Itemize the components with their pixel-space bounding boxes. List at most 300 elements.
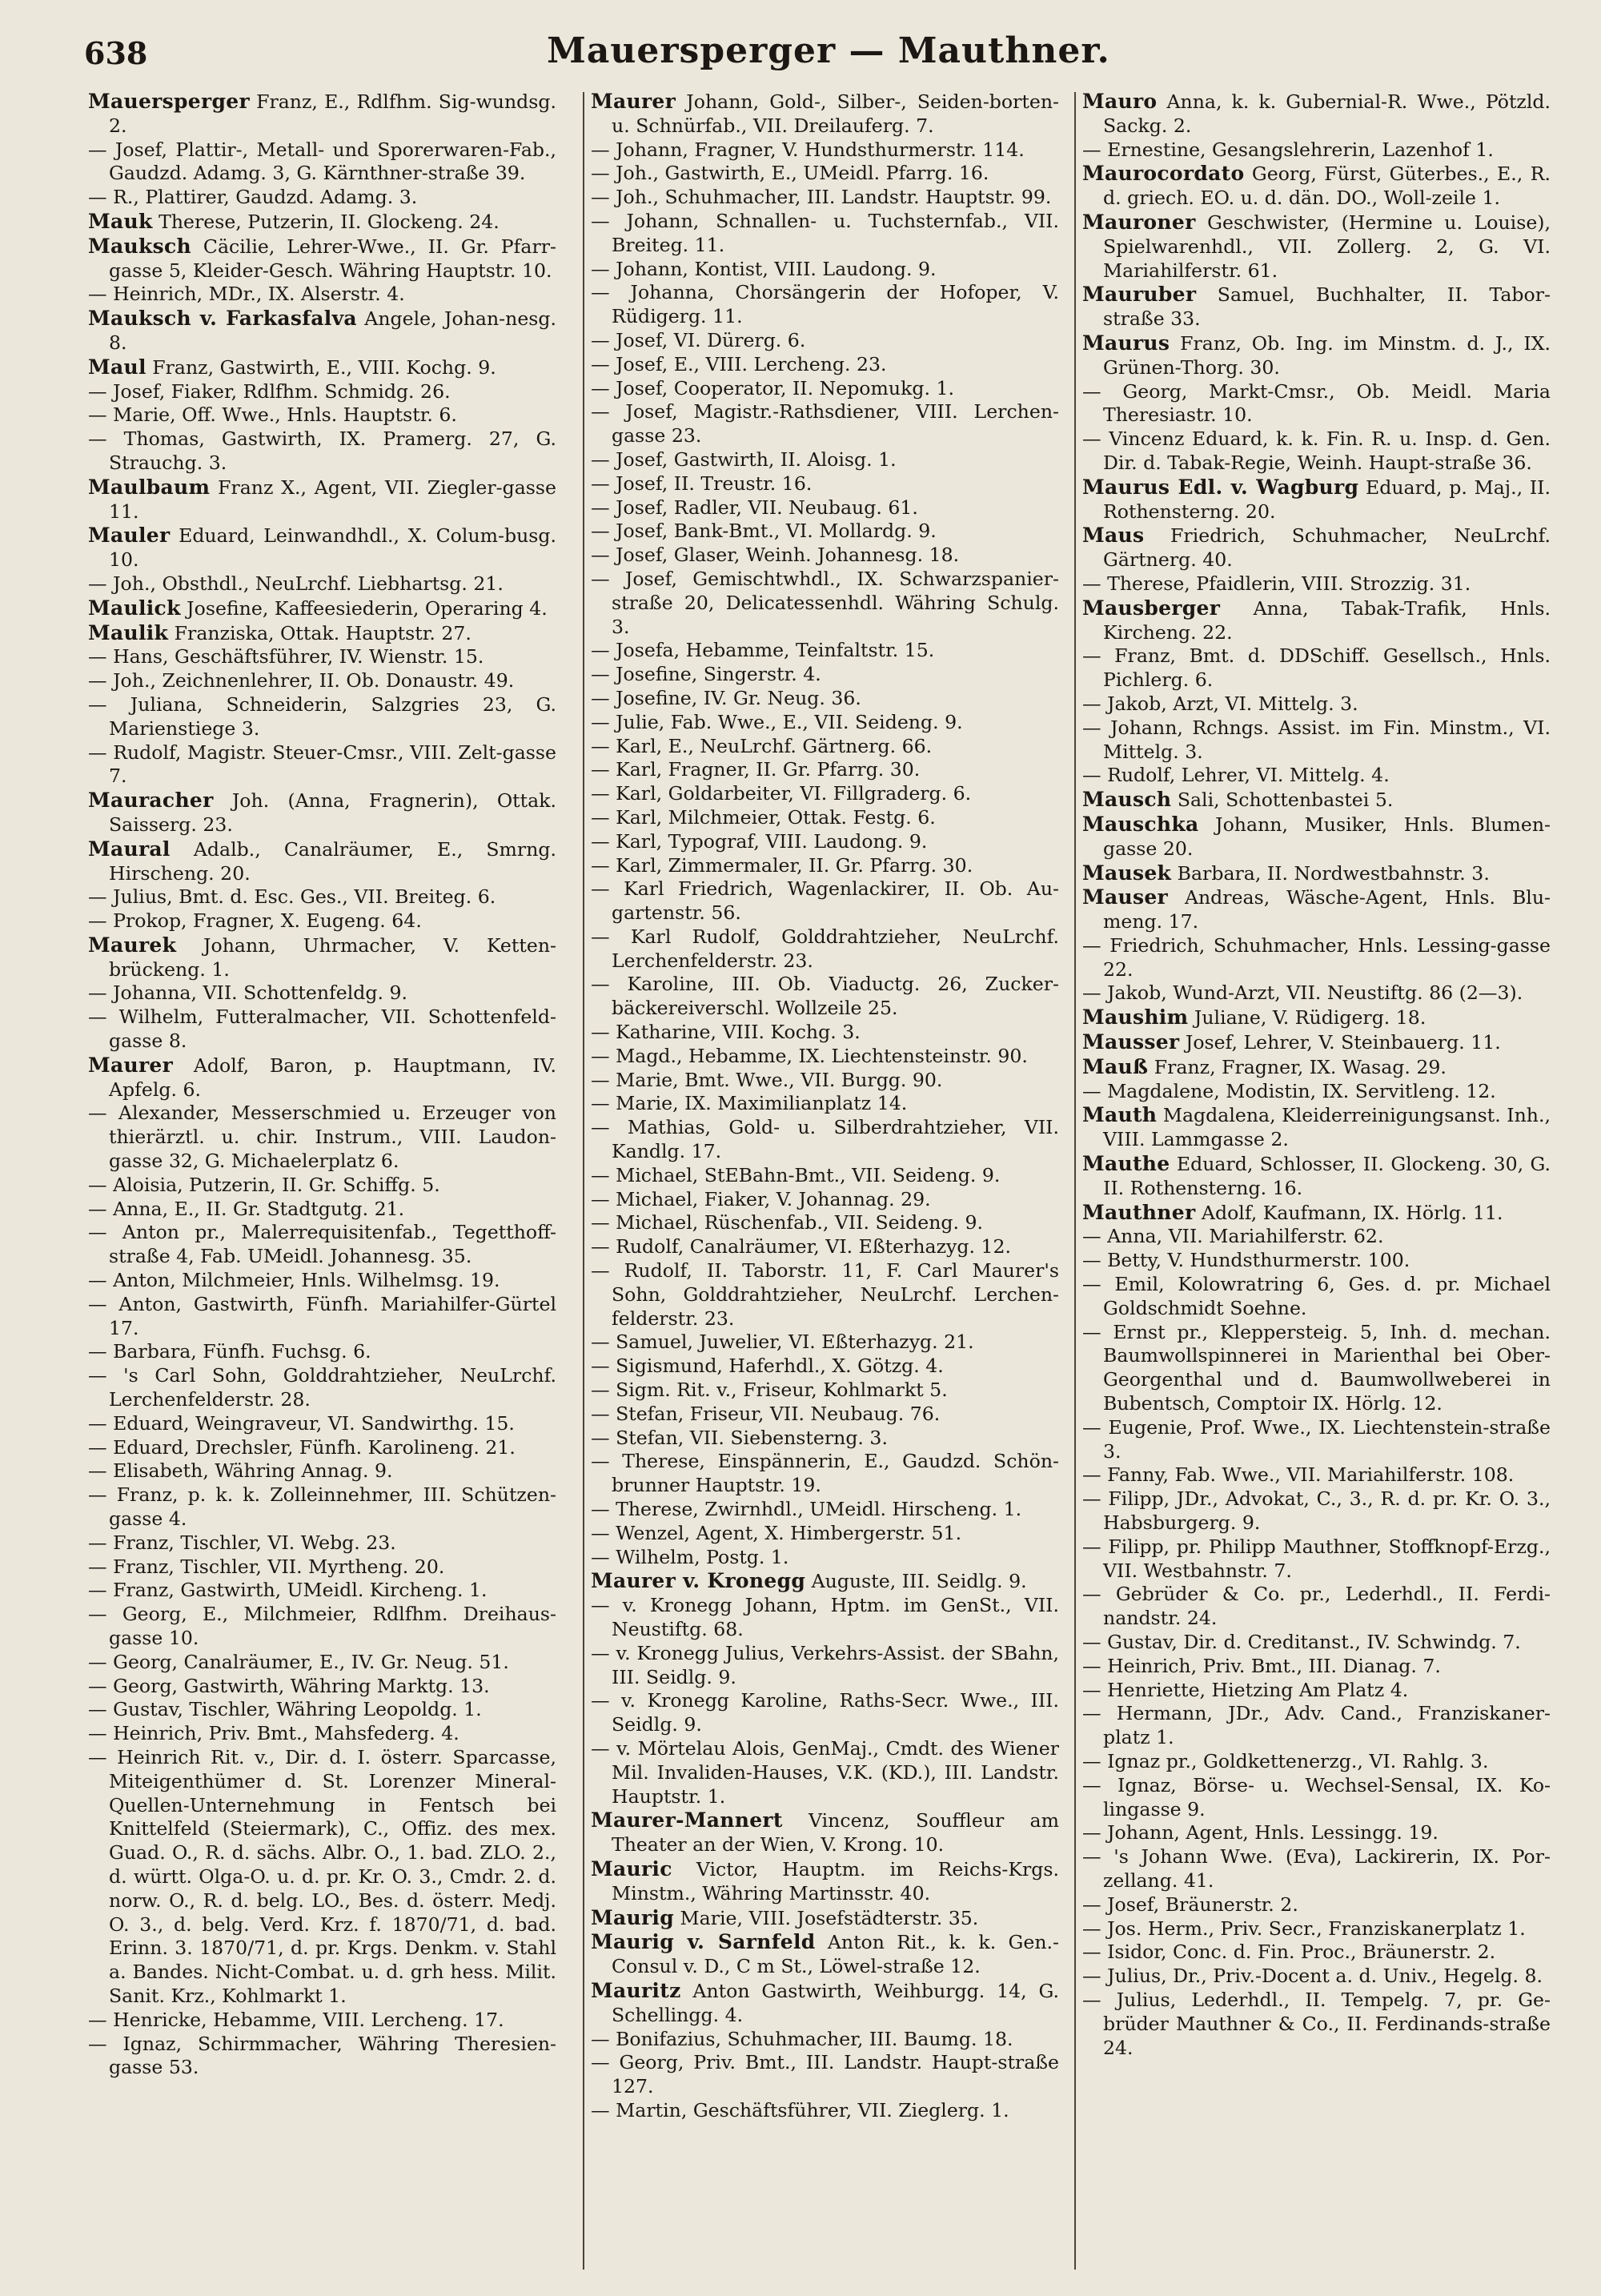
directory-entry	[88, 693, 556, 741]
entry-text: — Elisabeth, Währing Annag. 9.	[88, 1459, 393, 1483]
entry-text: — Heinrich Rit. v., Dir. d. I. österr. Sparcasse, Miteigenthümer d. St. Lorenzer Mineral-Quellen-Unternehmung in Fentsch bei Knittelfeld (Steiermark), C., Offiz. des mex. Guad. O., R. d. sächs. Albr. O., 1. bad. ZLO. 2., d. württ. Olga-O. u. d. pr. Kr. O. 3., Cmdr. 2. d. norw. O., R. d. belg. LO., Bes. d. österr. Medj. O. 3., d. belg. Verd. Krz. f. 1870/71, d. bad. Erinn. 3. 1870/71, d. pr. Krgs. Denkm. v. Stahl a. Bandes. Nicht-Combat. u. d. grh hess. Milit. Sanit. Krz., Kohlmarkt 1.	[88, 1745, 556, 2007]
directory-entry	[591, 1188, 1059, 1212]
directory-entry	[88, 307, 556, 355]
directory-entry	[88, 789, 556, 837]
directory-entry	[1082, 1321, 1551, 1416]
directory-entry	[1082, 934, 1551, 982]
directory-entry	[88, 885, 556, 909]
directory-entry	[591, 1546, 1059, 1570]
directory-entry	[591, 1092, 1059, 1116]
entry-text: — Josef, Fiaker, Rdlfhm. Schmidg. 26.	[88, 379, 451, 403]
entry-text: — Josefine, IV. Gr. Neug. 36.	[591, 686, 861, 709]
entry-text: — Josef, Glaser, Weinh. Johannesg. 18.	[591, 544, 960, 567]
directory-entry	[1082, 476, 1551, 524]
entry-text: — Michael, Fiaker, V. Johannag. 29.	[591, 1187, 931, 1210]
directory-entry	[88, 1340, 556, 1364]
directory-entry	[591, 782, 1059, 806]
entry-surname: Maulbaum	[88, 475, 211, 499]
entry-text: — Franz, Bmt. d. DDSchiff. Gesellsch., Hnls. Pichlerg. 6.	[1082, 644, 1551, 692]
entry-text: — Karoline, III. Ob. Viaductg. 26, Zucker-bäckereiverschl. Wollzeile 25.	[591, 973, 1059, 1020]
directory-entry	[591, 400, 1059, 448]
directory-entry	[591, 1979, 1059, 2028]
entry-surname: Mauksch	[88, 234, 191, 258]
entry-text: — Josef, Bräunerstr. 2.	[1082, 1893, 1298, 1916]
directory-entry	[1082, 1225, 1551, 1249]
directory-entry	[1082, 1893, 1551, 1917]
entry-text: Franz, Fragner, IX. Wasag. 29.	[1148, 1055, 1447, 1078]
directory-entry	[1082, 211, 1551, 283]
entry-text: — v. Kronegg Karoline, Raths-Secr. Wwe., III. Seidlg. 9.	[591, 1689, 1059, 1736]
directory-entry	[1082, 1416, 1551, 1464]
directory-entry	[591, 1569, 1059, 1594]
entry-text: — Gustav, Tischler, Währing Leopoldg. 1.	[88, 1698, 482, 1721]
directory-entry	[591, 1403, 1059, 1427]
entry-text: — Stefan, Friseur, VII. Neubaug. 76.	[591, 1402, 941, 1425]
entry-text: — Franz, Tischler, VII. Myrtheng. 20.	[88, 1555, 445, 1578]
directory-entry	[88, 1006, 556, 1054]
directory-entry	[1082, 138, 1551, 163]
entry-text: — Stefan, VII. Siebensterng. 3.	[591, 1426, 888, 1449]
entry-text: — Johanna, Chorsängerin der Hofoper, V. Rüdigerg. 11.	[591, 281, 1059, 328]
entry-text: — Rudolf, Magistr. Steuer-Cmsr., VIII. Zelt-gasse 7.	[88, 741, 556, 788]
entry-text: Franziska, Ottak. Hauptstr. 27.	[168, 621, 471, 644]
entry-text: — Joh., Schuhmacher, III. Landstr. Hauptstr. 99.	[591, 186, 1052, 209]
entry-surname: Maurus Edl. v. Wagburg	[1082, 475, 1359, 499]
entry-text: Eduard, Schlosser, II. Glockeng. 30, G. II. Rothensterng. 16.	[1103, 1153, 1551, 1199]
entry-text: — v. Kronegg Julius, Verkehrs-Assist. der SBahn, III. Seidlg. 9.	[591, 1641, 1059, 1688]
entry-text: — Prokop, Fragner, X. Eugeng. 64.	[88, 909, 422, 933]
entry-surname: Maushim	[1082, 1006, 1189, 1030]
directory-entry	[591, 877, 1059, 925]
entry-surname: Mauritz	[591, 1978, 681, 2002]
entry-text: — Anton pr., Malerrequisitenfab., Tegetthoff-straße 4, Fab. UMeidl. Johannesg. 35.	[88, 1221, 556, 1268]
entry-text: — Gebrüder & Co. pr., Lederhdl., II. Ferdi-nandstr. 24.	[1082, 1583, 1551, 1630]
directory-entry	[591, 1211, 1059, 1235]
directory-entry	[1082, 788, 1551, 813]
entry-text: — Josef, E., VIII. Lercheng. 23.	[591, 352, 887, 375]
entry-text: — Ernst pr., Kleppersteig. 5, Inh. d. mechan. Baumwollspinnerei in Marienthal bei Ober-Georgenthal und d. Baumwollweberei in Bubentsch, Comptoir IX. Hörlg. 12.	[1082, 1320, 1551, 1415]
entry-text: — Sigismund, Haferhdl., X. Götzg. 4.	[591, 1355, 944, 1378]
entry-text: Anna, Tabak-Trafik, Hnls. Kircheng. 22.	[1103, 596, 1551, 644]
entry-text: — Johann, Fragner, V. Hundsthurmerstr. 114.	[591, 138, 1025, 161]
entry-text: — Heinrich, MDr., IX. Alserstr. 4.	[88, 283, 405, 306]
directory-entry	[88, 933, 556, 982]
entry-text: Auguste, III. Seidlg. 9.	[805, 1570, 1027, 1593]
entry-text: — Karl, Goldarbeiter, VI. Fillgraderg. 6.	[591, 782, 972, 805]
entry-text: — Eduard, Drechsler, Fünfh. Karolineng. 21.	[88, 1435, 516, 1459]
directory-entry	[1082, 1821, 1551, 1845]
entry-text: — Betty, V. Hundsthurmerstr. 100.	[1082, 1249, 1410, 1272]
page-number: 638	[84, 35, 148, 71]
directory-entry	[88, 1555, 556, 1580]
directory-entry	[1082, 1917, 1551, 1941]
directory-entry	[88, 1531, 556, 1555]
directory-entry	[1082, 1583, 1551, 1631]
directory-entry	[1082, 716, 1551, 765]
entry-text: — Magd., Hebamme, IX. Liechtensteinstr. 90.	[591, 1044, 1028, 1067]
entry-text: — Rudolf, Canalräumer, VI. Eßterhazyg. 12.	[591, 1235, 1011, 1258]
entry-text: — Friedrich, Schuhmacher, Hnls. Lessing-gasse 22.	[1082, 933, 1551, 981]
entry-text: — 's Carl Sohn, Golddrahtzieher, NeuLrchf. Lerchenfelderstr. 28.	[88, 1364, 556, 1411]
directory-entry	[1082, 1273, 1551, 1321]
entry-surname: Mauth	[1082, 1103, 1158, 1127]
entry-surname: Mauksch v. Farkasfalva	[88, 307, 357, 331]
entry-text: — Aloisia, Putzerin, II. Gr. Schiffg. 5.	[88, 1173, 440, 1196]
directory-entry	[591, 1021, 1059, 1045]
directory-entry	[591, 1906, 1059, 1931]
directory-entry	[1082, 1103, 1551, 1152]
entry-text: Marie, VIII. Josefstädterstr. 35.	[674, 1906, 979, 1929]
directory-entry	[88, 1746, 556, 2009]
entry-text: — Anna, VII. Mariahilferstr. 62.	[1082, 1225, 1384, 1248]
entry-text: Anton Rit., k. k. Gen.-Consul v. D., C m St., Löwel-straße 12.	[612, 1931, 1059, 1978]
directory-entry	[591, 1069, 1059, 1093]
directory-entry	[1082, 885, 1551, 934]
entry-text: — Rudolf, Lehrer, VI. Mittelg. 4.	[1082, 764, 1390, 787]
directory-entry	[591, 186, 1059, 210]
directory-entry	[1082, 1463, 1551, 1487]
directory-entry	[88, 669, 556, 693]
directory-entry	[591, 1522, 1059, 1546]
entry-text: Adalb., Canalräumer, E., Smrng. Hirscheng. 20.	[109, 837, 556, 885]
entry-text: Victor, Hauptm. im Reichs-Krgs. Minstm., Währing Martinsstr. 40.	[612, 1857, 1059, 1905]
directory-entry	[591, 2051, 1059, 2099]
entry-text: Sali, Schottenbastei 5.	[1171, 789, 1394, 812]
directory-entry	[1082, 1989, 1551, 2060]
directory-entry	[591, 472, 1059, 496]
entry-surname: Maulick	[88, 596, 181, 620]
directory-entry	[1082, 692, 1551, 716]
entry-text: — Georg, E., Milchmeier, Rdlfhm. Dreihaus-gasse 10.	[88, 1603, 556, 1649]
directory-entry	[591, 1450, 1059, 1498]
directory-entry	[591, 90, 1059, 138]
directory-entry	[88, 235, 556, 283]
directory-entry	[1082, 1249, 1551, 1273]
entry-text: Angele, Johan-nesg. 8.	[109, 307, 556, 354]
directory-entry	[1082, 1487, 1551, 1535]
entry-text: — Bonifazius, Schuhmacher, III. Baumg. 18.	[591, 2027, 1013, 2050]
entry-text: — Karl Rudolf, Golddrahtzieher, NeuLrchf. Lerchenfelderstr. 23.	[591, 925, 1059, 972]
column-divider	[1074, 92, 1076, 2270]
entry-text: Barbara, II. Nordwestbahnstr. 3.	[1171, 861, 1490, 885]
entry-text: — Franz, Tischler, VI. Webg. 23.	[88, 1531, 396, 1554]
entry-text: — Julie, Fab. Wwe., E., VII. Seideng. 9.	[591, 710, 963, 733]
entry-text: — Martin, Geschäftsführer, VII. Zieglerg. 1.	[591, 2098, 1009, 2121]
entry-text: — Ignaz, Schirmmacher, Währing Theresien-gasse 53.	[88, 2032, 556, 2079]
directory-column-2	[591, 90, 1059, 2275]
directory-entry	[88, 380, 556, 404]
entry-text: — Filipp, pr. Philipp Mauthner, Stoffknopf-Erzg., VII. Westbahnstr. 7.	[1082, 1535, 1551, 1582]
entry-text: — Hermann, JDr., Adv. Cand., Franziskaner-platz 1.	[1082, 1702, 1551, 1749]
directory-entry	[1082, 1941, 1551, 1965]
directory-entry	[591, 973, 1059, 1021]
entry-text: — Wilhelm, Postg. 1.	[591, 1545, 789, 1568]
directory-entry	[591, 758, 1059, 782]
entry-text: — Julius, Dr., Priv.-Docent a. d. Univ., Hegelg. 8.	[1082, 1965, 1543, 1988]
directory-entry	[591, 1045, 1059, 1069]
directory-entry	[591, 1857, 1059, 1906]
entry-surname: Mauß	[1082, 1054, 1149, 1078]
directory-entry	[1082, 861, 1551, 886]
directory-entry	[88, 1198, 556, 1222]
entry-text: — Johann, Kontist, VIII. Laudong. 9.	[591, 257, 937, 280]
entry-text: — Thomas, Gastwirth, IX. Pramerg. 27, G. Strauchg. 3.	[88, 427, 556, 474]
directory-entry	[88, 210, 556, 235]
entry-text: — Michael, Rüschenfab., VII. Seideng. 9.	[591, 1211, 984, 1234]
directory-entry	[1082, 813, 1551, 861]
entry-text: — Vincenz Eduard, k. k. Fin. R. u. Insp. d. Gen. Dir. d. Tabak-Regie, Weinh. Haupt-straße 36.	[1082, 427, 1551, 474]
entry-text: — Ernestine, Gesangslehrerin, Lazenhof 1.	[1082, 138, 1494, 161]
entry-text: Adolf, Baron, p. Hauptmann, IV. Apfelg. 6.	[109, 1054, 556, 1101]
entry-text: — R., Plattirer, Gaudzd. Adamg. 3.	[88, 186, 418, 209]
entry-text: — Josef, Gemischtwhdl., IX. Schwarzspanier-straße 20, Delicatessenhdl. Währing Schulg. 3.	[591, 567, 1059, 638]
entry-text: Franz, Ob. Ing. im Minstm. d. J., IX. Grünen-Thorg. 30.	[1103, 331, 1551, 379]
entry-text: — Johann, Rchngs. Assist. im Fin. Minstm., VI. Mittelg. 3.	[1082, 716, 1551, 763]
directory-entry	[591, 258, 1059, 282]
directory-entry	[1082, 1535, 1551, 1584]
directory-entry	[88, 837, 556, 886]
entry-text: — Gustav, Dir. d. Creditanst., IV. Schwindg. 7.	[1082, 1631, 1521, 1653]
entry-text: — Karl, Typograf, VIII. Laudong. 9.	[591, 829, 928, 853]
entry-surname: Mauk	[88, 209, 153, 233]
directory-entry	[591, 1737, 1059, 1808]
entry-text: Eduard, p. Maj., II. Rothensterng. 20.	[1103, 476, 1551, 523]
entry-surname: Mauler	[88, 524, 171, 548]
entry-text: — Mathias, Gold- u. Silberdrahtzieher, VII. Kandlg. 17.	[591, 1116, 1059, 1163]
directory-entry	[1082, 427, 1551, 476]
entry-text: — Therese, Einspännerin, E., Gaudzd. Schön-brunner Hauptstr. 19.	[591, 1450, 1059, 1497]
directory-entry	[1082, 1774, 1551, 1822]
entry-text: — Anton, Gastwirth, Fünfh. Mariahilfer-Gürtel 17.	[88, 1292, 556, 1339]
entry-text: — Jakob, Wund-Arzt, VII. Neustiftg. 86 (2—3).	[1082, 981, 1523, 1005]
directory-entry	[88, 355, 556, 380]
entry-text: — Marie, Bmt. Wwe., VII. Burgg. 90.	[591, 1068, 943, 1091]
entry-text: — Juliana, Schneiderin, Salzgries 23, G. Marienstiege 3.	[88, 692, 556, 740]
directory-entry	[591, 281, 1059, 329]
directory-entry	[1082, 644, 1551, 692]
entry-surname: Mausser	[1082, 1030, 1180, 1054]
entry-surname: Mauro	[1082, 90, 1158, 113]
entry-text: — Josef, VI. Dürerg. 6.	[591, 328, 806, 351]
entry-text: — Josef, Plattir-, Metall- und Sporerwaren-Fab., Gaudzd. Adamg. 3, G. Kärnthner-straße 39.	[88, 138, 556, 185]
entry-text: — Josef, Radler, VII. Neubaug. 61.	[591, 496, 918, 519]
entry-surname: Maurus	[1082, 331, 1170, 355]
entry-surname: Mauric	[591, 1856, 672, 1881]
entry-surname: Mausek	[1082, 861, 1172, 885]
entry-surname: Maural	[88, 837, 171, 861]
entry-text: — 's Johann Wwe. (Eva), Lackirerin, IX. Por-zellang. 41.	[1082, 1845, 1551, 1892]
entry-text: — Isidor, Conc. d. Fin. Proc., Bräunerstr. 2.	[1082, 1941, 1496, 1964]
entry-text: — Josefine, Singerstr. 4.	[591, 663, 821, 686]
entry-text: — Therese, Zwirnhdl., UMeidl. Hirscheng. 1.	[591, 1498, 1022, 1521]
entry-text: Juliane, V. Rüdigerg. 18.	[1188, 1006, 1426, 1030]
directory-entry	[591, 329, 1059, 353]
directory-entry	[88, 1102, 556, 1173]
entry-text: — Anna, E., II. Gr. Stadtgutg. 21.	[88, 1197, 405, 1220]
entry-text: — Marie, IX. Maximilianplatz 14.	[591, 1092, 908, 1115]
entry-surname: Maul	[88, 355, 146, 379]
entry-text: Anton Gastwirth, Weihburgg. 14, G. Schellingg. 4.	[612, 1979, 1059, 2026]
directory-entry	[1082, 1152, 1551, 1201]
entry-text: — Georg, Canalräumer, E., IV. Gr. Neug. 51.	[88, 1650, 509, 1673]
directory-entry	[88, 1483, 556, 1531]
directory-entry	[591, 544, 1059, 568]
entry-text: — v. Kronegg Johann, Hptm. im GenSt., VII. Neustiftg. 68.	[591, 1594, 1059, 1640]
entry-text: — v. Mörtelau Alois, GenMaj., Cmdt. des Wiener Mil. Invaliden-Hauses, V.K. (KD.), III. Landstr. Hauptstr. 1.	[591, 1736, 1059, 1808]
directory-entry	[591, 1331, 1059, 1355]
entry-text: — Katharine, VIII. Kochg. 3.	[591, 1021, 861, 1044]
entry-text: — Alexander, Messerschmied u. Erzeuger von thierärztl. u. chir. Instrum., VIII. Laudon-gasse 32, G. Michaelerplatz 6.	[88, 1102, 556, 1173]
entry-text: — Therese, Pfaidlerin, VIII. Strozzig. 31.	[1082, 572, 1471, 595]
entry-text: Johann, Uhrmacher, V. Ketten-brückeng. 1.	[109, 933, 556, 981]
entry-text: Geschwister, (Hermine u. Louise), Spielwarenhdl., VII. Zollerg. 2, G. VI. Mariahilferstr. 61.	[1103, 211, 1551, 282]
directory-entry	[591, 1689, 1059, 1737]
directory-entry	[1082, 1750, 1551, 1774]
entry-surname: Maurig	[591, 1905, 674, 1929]
entry-text: Josef, Lehrer, V. Steinbauerg. 11.	[1179, 1031, 1501, 1054]
directory-entry	[88, 403, 556, 427]
entry-text: — Anton, Milchmeier, Hnls. Wilhelmsg. 19.	[88, 1269, 500, 1292]
entry-text: Vincenz, Souffleur am Theater an der Wien, V. Krong. 10.	[612, 1809, 1059, 1856]
directory-entry	[1082, 524, 1551, 572]
directory-entry	[1082, 764, 1551, 788]
directory-entry	[591, 377, 1059, 401]
entry-surname: Mausberger	[1082, 596, 1221, 620]
entry-text: Therese, Putzerin, II. Glockeng. 24.	[152, 210, 500, 233]
entry-text: Joh. (Anna, Fragnerin), Ottak. Saisserg. 23.	[109, 789, 556, 836]
entry-text: Franz X., Agent, VII. Ziegler-gasse 11.	[109, 476, 556, 523]
entry-surname: Maurig v. Sarnfeld	[591, 1930, 816, 1954]
entry-text: Anna, k. k. Gubernial-R. Wwe., Pötzld. Sackg. 2.	[1103, 90, 1551, 137]
entry-text: — Karl, E., NeuLrchf. Gärtnerg. 66.	[591, 734, 933, 757]
entry-text: — Josef, Magistr.-Rathsdiener, VIII. Lerchen-gasse 23.	[591, 400, 1059, 448]
directory-entry	[1082, 1965, 1551, 1989]
entry-text: — Julius, Lederhdl., II. Tempelg. 7, pr. Ge-brüder Mauthner & Co., II. Ferdinands-straße 24.	[1082, 1988, 1551, 2059]
directory-entry	[591, 1594, 1059, 1642]
entry-text: — Sigm. Rit. v., Friseur, Kohlmarkt 5.	[591, 1379, 948, 1402]
entry-surname: Mauthner	[1082, 1200, 1196, 1224]
directory-entry	[591, 138, 1059, 163]
entry-surname: Mauersperger	[88, 90, 250, 113]
directory-entry	[88, 621, 556, 646]
directory-entry	[88, 1675, 556, 1699]
entry-text: Georg, Fürst, Güterbes., E., R. d. griech. EO. u. d. dän. DO., Woll-zeile 1.	[1103, 163, 1551, 210]
directory-entry	[1082, 1080, 1551, 1104]
directory-entry	[1082, 1201, 1551, 1226]
entry-surname: Maurer v. Kronegg	[591, 1569, 806, 1593]
entry-surname: Maulik	[88, 620, 169, 644]
directory-entry	[1082, 1655, 1551, 1679]
directory-entry	[88, 2033, 556, 2081]
entry-text: — Henricke, Hebamme, VIII. Lercheng. 17.	[88, 2008, 504, 2031]
directory-entry	[88, 645, 556, 669]
directory-entry	[591, 639, 1059, 663]
directory-entry	[591, 353, 1059, 377]
directory-entry	[88, 1269, 556, 1293]
entry-text: Franz, E., Rdlfhm. Sig-wundsg. 2.	[109, 90, 556, 137]
entry-text: — Rudolf, II. Taborstr. 11, F. Carl Maurer's Sohn, Golddrahtzieher, NeuLrchf. Lerchen-felderstr. 23.	[591, 1259, 1059, 1330]
entry-text: — Michael, StEBahn-Bmt., VII. Seideng. 9.	[591, 1163, 1001, 1186]
entry-text: — Julius, Bmt. d. Esc. Ges., VII. Breiteg. 6.	[88, 885, 496, 909]
entry-text: — Samuel, Juwelier, VI. Eßterhazyg. 21.	[591, 1331, 974, 1354]
directory-entry	[591, 210, 1059, 258]
entry-surname: Mauracher	[88, 789, 214, 813]
entry-text: Cäcilie, Lehrer-Wwe., II. Gr. Pfarr-gasse 5, Kleider-Gesch. Währing Hauptstr. 10.	[109, 235, 556, 282]
directory-entry	[88, 741, 556, 789]
directory-entry	[591, 162, 1059, 186]
entry-text: — Joh., Obsthdl., NeuLrchf. Liebhartsg. 21.	[88, 572, 504, 595]
entry-text: — Jakob, Arzt, VI. Mittelg. 3.	[1082, 692, 1358, 715]
entry-text: Eduard, Leinwandhdl., X. Colum-busg. 10.	[109, 524, 556, 572]
entry-surname: Mauser	[1082, 885, 1169, 909]
entry-text: — Heinrich, Priv. Bmt., III. Dianag. 7.	[1082, 1654, 1441, 1677]
directory-entry	[591, 806, 1059, 830]
directory-entry	[88, 1722, 556, 1746]
entry-text: — Karl, Milchmeier, Ottak. Festg. 6.	[591, 805, 936, 829]
entry-text: — Eduard, Weingraveur, VI. Sandwirthg. 15.	[88, 1411, 515, 1435]
entry-text: — Franz, Gastwirth, UMeidl. Kircheng. 1.	[88, 1579, 488, 1602]
page-header	[84, 30, 1573, 78]
directory-entry	[88, 1412, 556, 1436]
entry-text: — Jos. Herm., Priv. Secr., Franziskanerplatz 1.	[1082, 1917, 1526, 1940]
entry-text: — Ignaz, Börse- u. Wechsel-Sensal, IX. Ko-lingasse 9.	[1082, 1773, 1551, 1820]
directory-entry	[591, 568, 1059, 639]
entry-text: — Eugenie, Prof. Wwe., IX. Liechtenstein-straße 3.	[1082, 1415, 1551, 1463]
running-head: Mauersperger — Mauthner.	[547, 30, 1110, 71]
directory-entry	[88, 1174, 556, 1198]
directory-entry	[88, 1221, 556, 1269]
entry-surname: Mauruber	[1082, 283, 1197, 307]
directory-entry	[88, 1293, 556, 1341]
directory-entry	[1082, 1030, 1551, 1055]
directory-entry	[88, 1651, 556, 1675]
directory-entry	[88, 1054, 556, 1102]
directory-entry	[591, 830, 1059, 854]
directory-entry	[88, 981, 556, 1006]
directory-entry	[88, 476, 556, 524]
directory-entry	[1082, 1631, 1551, 1655]
directory-entry	[1082, 981, 1551, 1006]
directory-entry	[88, 138, 556, 187]
directory-entry	[88, 909, 556, 933]
entry-text: Franz, Gastwirth, E., VIII. Kochg. 9.	[146, 355, 496, 379]
entry-text: — Joh., Zeichnenlehrer, II. Ob. Donaustr. 49.	[88, 669, 515, 692]
entry-text: — Ignaz pr., Goldkettenerzg., VI. Rahlg. 3.	[1082, 1749, 1489, 1772]
entry-text: — Heinrich, Priv. Bmt., Mahsfederg. 4.	[88, 1722, 459, 1745]
directory-entry	[88, 572, 556, 596]
entry-text: — Josef, Bank-Bmt., VI. Mollardg. 9.	[591, 520, 937, 543]
entry-text: — Josef, Cooperator, II. Nepomukg. 1.	[591, 376, 954, 399]
directory-entry	[1082, 331, 1551, 380]
directory-entry	[88, 1603, 556, 1651]
entry-text: — Hans, Geschäftsführer, IV. Wienstr. 15.	[88, 645, 484, 668]
entry-surname: Mauschka	[1082, 812, 1199, 836]
directory-entry	[591, 1164, 1059, 1188]
directory-entry	[1082, 162, 1551, 211]
directory-entry	[591, 2028, 1059, 2052]
entry-text: — Fanny, Fab. Wwe., VII. Mariahilferstr. 108.	[1082, 1463, 1515, 1487]
directory-entry	[88, 1579, 556, 1603]
directory-entry	[88, 1364, 556, 1412]
directory-entry	[88, 283, 556, 307]
directory-entry	[1082, 380, 1551, 428]
entry-text: — Georg, Markt-Cmsr., Ob. Meidl. Maria Theresiastr. 10.	[1082, 379, 1551, 427]
entry-surname: Maurek	[88, 933, 177, 957]
directory-entry	[591, 448, 1059, 472]
entry-text: — Josefa, Hebamme, Teinfaltstr. 15.	[591, 639, 935, 662]
entry-text: Johann, Musiker, Hnls. Blumen-gasse 20.	[1103, 813, 1551, 860]
directory-entry	[591, 496, 1059, 520]
